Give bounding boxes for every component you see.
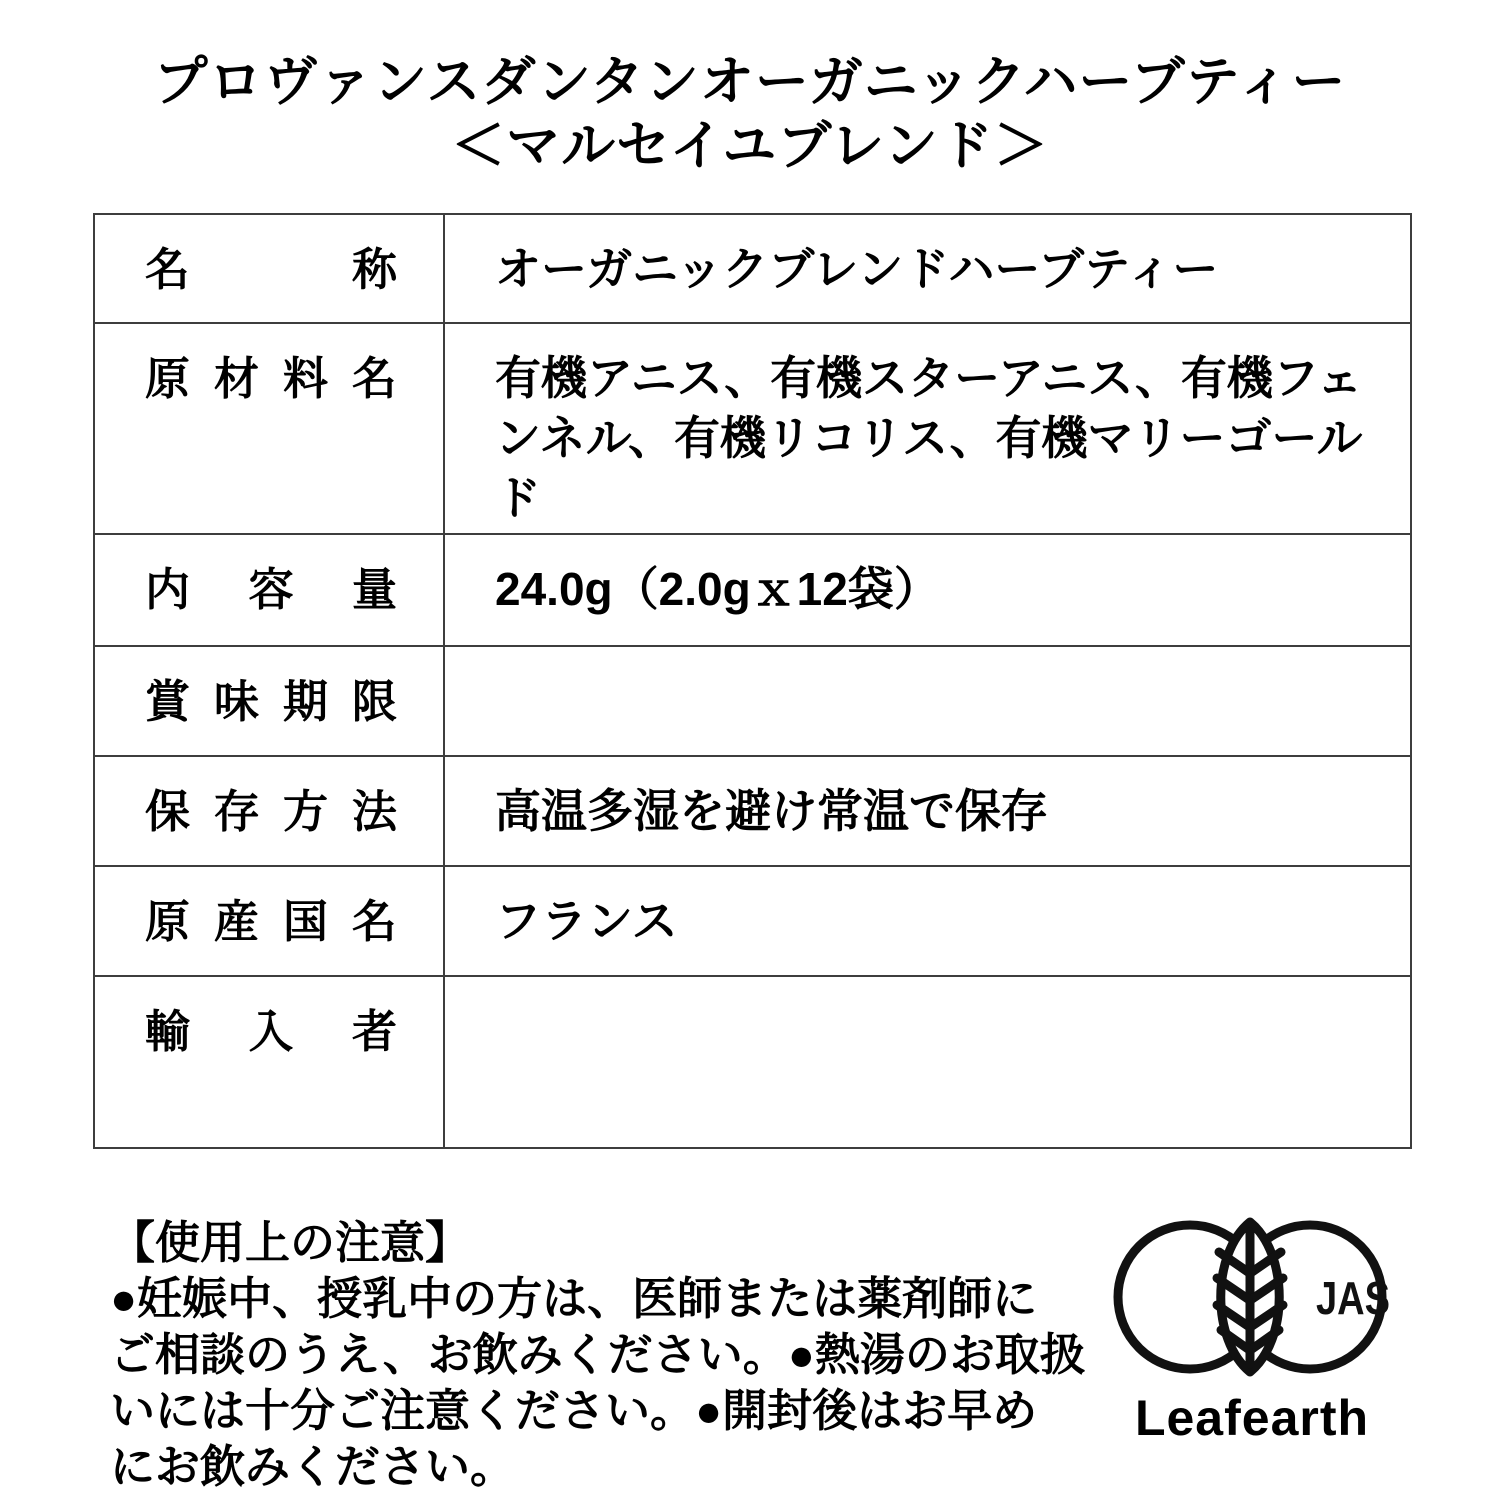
leafearth-brand: Leafearth [1134, 1390, 1370, 1446]
note-line: ●妊娠中、授乳中の方は、医師または薬剤師に [110, 1273, 1038, 1324]
table-row-best-before [94, 646, 1411, 756]
product-title-line2: ＜マルセイユブレンド＞ [451, 116, 1049, 176]
row-label: 賞 味 期 限 [94, 646, 444, 756]
table-row-importer [94, 976, 1411, 1148]
usage-notes [110, 1215, 1110, 1495]
usage-notes-heading: 【使用上の注意】 [110, 1217, 471, 1268]
table-row-origin-country [94, 866, 1411, 976]
note-line: いには十分ご注意ください。●開封後はお早め [110, 1385, 1038, 1436]
row-value: 24.0g（2.0gｘ12袋） [444, 534, 1411, 646]
row-label: 名 称 [94, 214, 444, 323]
certification-block [1102, 1212, 1402, 1446]
row-value: オーガニックブレンドハーブティー [444, 214, 1411, 323]
table-row-storage [94, 756, 1411, 866]
note-line: ご相談のうえ、お飲みください。●熱湯のお取扱 [110, 1329, 1085, 1380]
jas-text: JAS [1316, 1272, 1390, 1324]
table-row-name [94, 214, 1411, 323]
row-value: 高温多湿を避け常温で保存 [444, 756, 1411, 866]
product-info-table [93, 213, 1412, 1149]
row-label: 原 産 国 名 [94, 866, 444, 976]
note-line: にお飲みください。 [110, 1441, 516, 1492]
row-value [444, 646, 1411, 756]
table-row-ingredients [94, 323, 1411, 534]
product-title-line1: プロヴァンスダンタンオーガニックハーブティー [153, 52, 1347, 112]
row-label: 内 容 量 [94, 534, 444, 646]
table-row-net-content [94, 534, 1411, 646]
row-value: フランス [444, 866, 1411, 976]
jas-organic-logo-icon [1102, 1212, 1402, 1382]
row-label: 原 材 料 名 [94, 323, 444, 534]
row-value [444, 976, 1411, 1148]
row-label: 輸 入 者 [94, 976, 444, 1148]
page-title [0, 50, 1500, 178]
row-label: 保 存 方 法 [94, 756, 444, 866]
row-value: 有機アニス、有機スターアニス、有機フェンネル、有機リコリス、有機マリーゴールド [444, 323, 1411, 534]
